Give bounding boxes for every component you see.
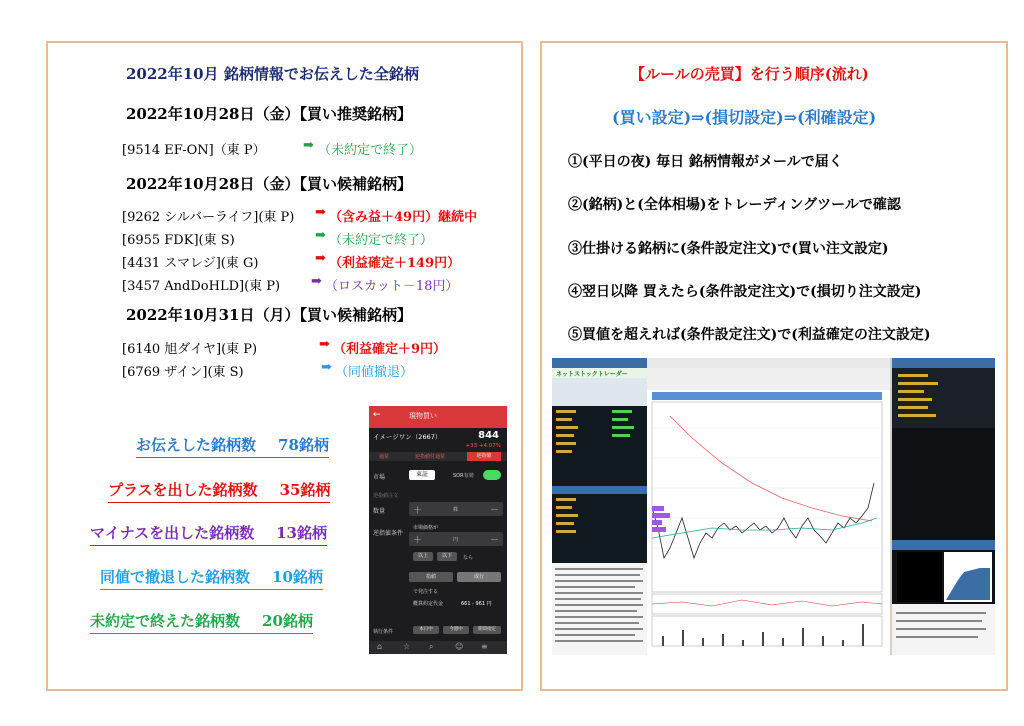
summary-label: マイナスを出した銘柄数 bbox=[90, 524, 255, 542]
stock-result: （同値撤退） bbox=[335, 365, 414, 380]
estimate-label: 概算約定代金 bbox=[413, 601, 444, 607]
home-icon[interactable]: ⌂ bbox=[377, 642, 383, 651]
board-titlebar bbox=[552, 358, 647, 368]
summary-label: 未約定で終えた銘柄数 bbox=[90, 612, 241, 630]
search-icon[interactable]: ⌕ bbox=[429, 642, 434, 651]
plus-icon[interactable]: ＋ bbox=[413, 506, 423, 516]
summary-value: 13銘柄 bbox=[276, 524, 327, 542]
menu-icon[interactable]: ≡ bbox=[481, 642, 488, 651]
stock-result: （未約定で終了） bbox=[318, 143, 423, 158]
step-5: ⑤買値を超えれば(条件設定注文)で(利益確定の注文設定) bbox=[568, 327, 931, 343]
qty-label: 数量 bbox=[373, 508, 386, 515]
trading-tool-screenshot bbox=[552, 358, 995, 655]
summary-minus bbox=[90, 522, 327, 546]
summary-even bbox=[100, 566, 323, 590]
trading-tool-image bbox=[552, 358, 995, 655]
stock-result: （含み益＋49円）継続中 bbox=[329, 210, 478, 225]
phone-tabs bbox=[369, 452, 507, 461]
summary-unfilled bbox=[90, 610, 313, 634]
summary-plus bbox=[108, 479, 330, 503]
minus-icon[interactable]: － bbox=[489, 536, 499, 546]
stock-item: [4431 スマレジ](東 G) bbox=[122, 256, 259, 271]
opt-today[interactable]: 本日中 bbox=[413, 626, 439, 634]
phone-price: 844 bbox=[478, 430, 499, 441]
minus-icon[interactable]: － bbox=[489, 506, 499, 516]
left-heading: 2022年10月 銘柄情報でお伝えした全銘柄 bbox=[126, 65, 419, 83]
qty-unit: 株 bbox=[453, 507, 459, 513]
sor-toggle[interactable] bbox=[483, 470, 501, 480]
summary-label: 同値で撤退した銘柄数 bbox=[100, 568, 251, 586]
bottom-label: 執行条件 bbox=[373, 629, 394, 635]
stock-item: [9514 EF-ON]（東 P） bbox=[122, 143, 266, 158]
summary-value: 20銘柄 bbox=[262, 612, 313, 630]
market-select[interactable]: 東証 bbox=[409, 470, 435, 480]
board-header bbox=[552, 378, 647, 406]
limit-button[interactable]: 指値 bbox=[409, 572, 453, 582]
stock-item: [6769 ザイン](東 S) bbox=[122, 365, 244, 380]
phone-header bbox=[369, 406, 507, 428]
section2-title: 2022年10月28日（金）【買い候補銘柄】 bbox=[126, 175, 412, 193]
arrow-icon: ➡ bbox=[321, 360, 332, 375]
summary-total bbox=[136, 434, 329, 458]
exec-label: で発注する bbox=[413, 589, 439, 595]
step-1: ①(平日の夜) 毎日 銘柄情報がメールで届く bbox=[568, 154, 843, 170]
tab-normal[interactable]: 通常 bbox=[379, 454, 390, 460]
stock-item: [6140 旭ダイヤ](東 P) bbox=[122, 342, 258, 357]
then-label: なら bbox=[463, 555, 474, 561]
stop-label: 逆指値条件 bbox=[373, 530, 404, 537]
stock-item: [3457 AndDoHLD](東 P) bbox=[122, 279, 281, 294]
step-2: ②(銘柄)と(全体相場)をトレーディングツールで確認 bbox=[568, 197, 901, 213]
stock-result: （未約定で終了） bbox=[329, 233, 434, 248]
plus-icon[interactable]: ＋ bbox=[413, 536, 423, 546]
summary-value: 78銘柄 bbox=[278, 436, 329, 454]
phone-stock-name: イメージワン（2667） bbox=[373, 433, 442, 441]
section1-title: 2022年10月28日（金）【買い推奨銘柄】 bbox=[126, 105, 412, 123]
stock-result: （ロスカット－18円） bbox=[325, 279, 459, 294]
section3-title: 2022年10月31日（月）【買い候補銘柄】 bbox=[126, 306, 412, 324]
arrow-icon: ➡ bbox=[315, 228, 326, 243]
phone-order-screenshot bbox=[369, 406, 507, 654]
phone-tabbar bbox=[369, 641, 507, 654]
trigger-label: 市場価格が bbox=[413, 525, 439, 531]
summary-value: 35銘柄 bbox=[279, 481, 331, 499]
user-icon[interactable]: ☺ bbox=[455, 642, 464, 651]
sor-label: SOR有効 bbox=[453, 473, 474, 479]
step-4: ④翌日以降 買えたら(条件設定注文)で(損切り注文設定) bbox=[568, 284, 922, 300]
stock-item: [6955 FDK](東 S) bbox=[122, 233, 235, 248]
right-subtitle: (買い設定)⇒(損切設定)⇒(利確設定) bbox=[612, 108, 877, 127]
price-unit: 円 bbox=[453, 537, 459, 543]
arrow-icon: ➡ bbox=[315, 205, 326, 220]
below-button[interactable]: 以下 bbox=[437, 552, 457, 561]
estimate-value: 661 - 961 円 bbox=[461, 601, 492, 607]
market-label: 市場 bbox=[373, 474, 386, 481]
opt-period[interactable]: 期間指定 bbox=[473, 626, 501, 634]
arrow-icon: ➡ bbox=[303, 138, 314, 153]
summary-label: プラスを出した銘柄数 bbox=[108, 481, 258, 499]
arrow-icon: ➡ bbox=[315, 251, 326, 266]
above-button[interactable]: 以上 bbox=[413, 552, 433, 561]
right-title: 【ルールの売買】を行う順序(流れ) bbox=[630, 65, 869, 83]
tool-name: ネットストックトレーダー bbox=[556, 371, 628, 378]
arrow-icon: ➡ bbox=[319, 337, 330, 352]
phone-section-label: 逆指値注文 bbox=[373, 493, 399, 499]
tab-stop-normal[interactable]: 逆指値付通常 bbox=[415, 454, 446, 460]
stock-item: [9262 シルバーライフ](東 P) bbox=[122, 210, 295, 225]
back-icon[interactable]: ← bbox=[373, 410, 381, 420]
stock-result: （利益確定＋149円） bbox=[329, 256, 461, 271]
stock-result: （利益確定＋9円） bbox=[333, 342, 447, 357]
step-3: ③仕掛ける銘柄に(条件設定注文)で(買い注文設定) bbox=[568, 241, 889, 257]
market-order-button[interactable]: 成行 bbox=[457, 572, 501, 582]
phone-title: 現物買い bbox=[409, 412, 437, 420]
arrow-icon: ➡ bbox=[311, 274, 322, 289]
phone-change: +33 +4.07% bbox=[465, 443, 501, 449]
trigger-input[interactable] bbox=[409, 532, 503, 546]
summary-value: 10銘柄 bbox=[272, 568, 323, 586]
opt-week[interactable]: 今週中 bbox=[443, 626, 469, 634]
tab-stop[interactable]: 逆指値 bbox=[467, 452, 501, 461]
qty-input[interactable] bbox=[409, 502, 503, 516]
summary-label: お伝えした銘柄数 bbox=[136, 436, 257, 454]
star-icon[interactable]: ☆ bbox=[403, 642, 411, 651]
